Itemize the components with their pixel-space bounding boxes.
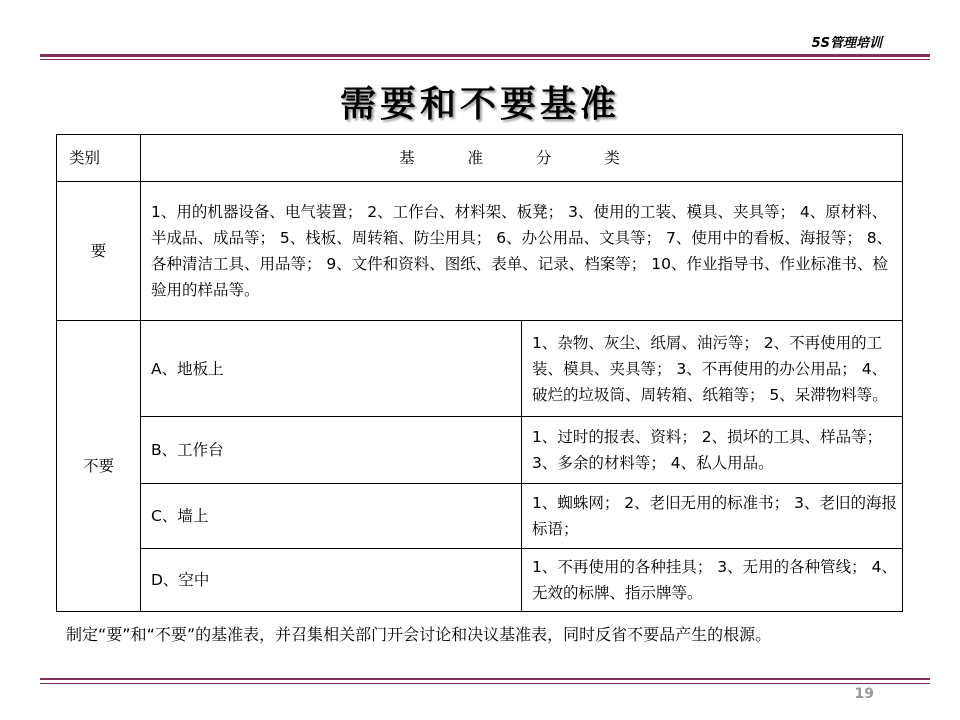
air-items: 1、不再使用的各种挂具； 3、无用的各种管线； 4、无效的标牌、指示牌等。 [522,549,903,612]
location-floor: A、地板上 [141,321,522,417]
header-category: 类别 [57,135,141,182]
header-rule [40,54,930,57]
page-number: 19 [854,686,874,702]
header-label: 5S管理培训 [811,36,882,51]
location-air: D、空中 [141,549,522,612]
table-row [57,417,903,484]
location-wall: C、墙上 [141,484,522,549]
wall-items: 1、蜘蛛网； 2、老旧无用的标准书； 3、老旧的海报标语； [522,484,903,549]
workbench-items: 1、过时的报表、资料； 2、损坏的工具、样品等； 3、多余的材料等； 4、私人用品。 [522,417,903,484]
floor-items: 1、杂物、灰尘、纸屑、油污等； 2、不再使用的工装、模具、夹具等； 3、不再使用的办公用品； 4、破烂的垃圾筒、周转箱、纸箱等； 5、呆滞物料等。 [522,321,903,417]
footer-rule [40,678,930,680]
table-row [57,484,903,549]
footer-rule-thin [40,683,930,684]
table-row [57,182,903,321]
table-header-row [57,135,903,182]
criteria-table [56,134,903,612]
footnote: 制定“要”和“不要”的基准表，并召集相关部门开会讨论和决议基准表，同时反省不要品产生的根源。 [66,625,772,644]
page-title: 需要和不要基准 [339,84,620,125]
header-rule-thin [40,59,930,60]
need-label: 要 [57,182,141,321]
table-row [57,321,903,417]
header-criteria: 基 准 分 类 [141,135,903,182]
need-items: 1、用的机器设备、电气装置； 2、工作台、材料架、板凳； 3、使用的工装、模具、夹具等； 4、原材料、半成品、成品等； 5、栈板、周转箱、防尘用具； 6、办公用品、文具等； 7、使用中的看板、海报等； 8、各种清洁工具、用品等； 9、文件和资料、图纸、表单、记录、档案等； 10、作业指导书、作业标准书、检验用的样品等。 [141,182,903,321]
table-row [57,549,903,612]
no-need-label: 不要 [57,321,141,612]
location-workbench: B、工作台 [141,417,522,484]
